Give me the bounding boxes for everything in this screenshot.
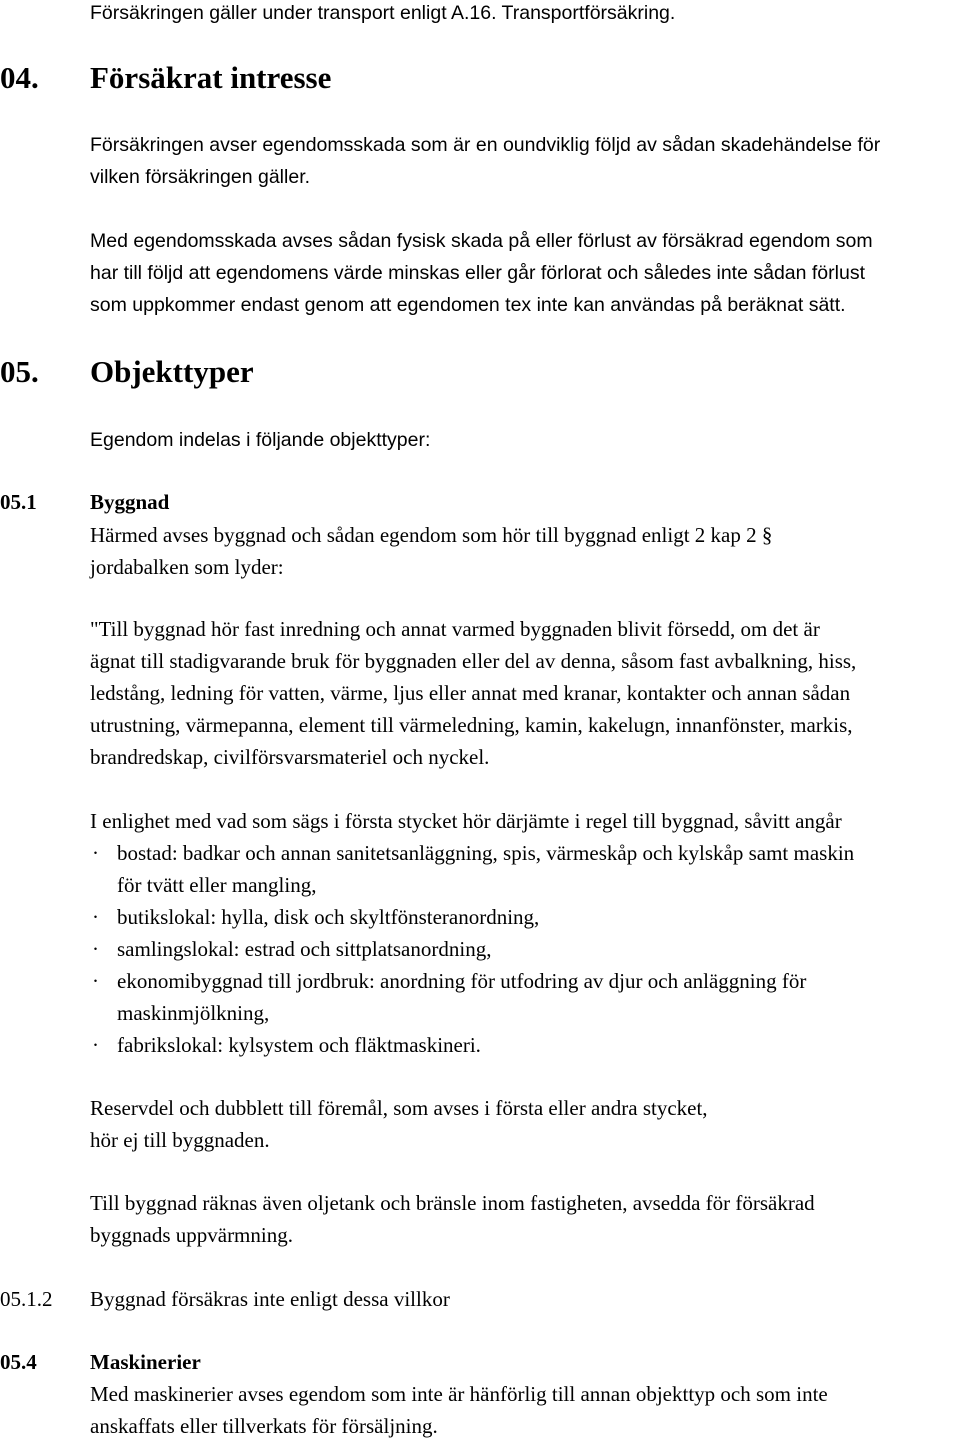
paragraph-line: har till följd att egendomens värde minskas eller går förlorat och således inte sådan förlust bbox=[90, 262, 865, 284]
list-item-continuation: för tvätt eller mangling, bbox=[117, 873, 317, 897]
bullet-marker: · bbox=[92, 937, 99, 961]
quote-line: brandredskap, civilförsvarsmateriel och nyckel. bbox=[90, 745, 490, 769]
list-item: bostad: badkar och annan sanitetsanläggning, spis, värmeskåp och kylskåp samt maskin bbox=[117, 841, 855, 865]
subsection-title: Byggnad bbox=[90, 490, 170, 514]
list-item: butikslokal: hylla, disk och skyltfönsteranordning, bbox=[117, 905, 540, 929]
paragraph-line: som uppkommer endast genom att egendomen tex inte kan användas på beräknat sätt. bbox=[90, 294, 846, 316]
paragraph-line: vilken försäkringen gäller. bbox=[90, 166, 311, 188]
paragraph-line: Härmed avses byggnad och sådan egendom som hör till byggnad enligt 2 kap 2 § bbox=[90, 523, 773, 547]
bullet-marker: · bbox=[92, 905, 99, 929]
quote-line: ledstång, ledning för vatten, värme, ljus eller annat med kranar, kontakter och annan sådan bbox=[90, 681, 851, 705]
quote-line: ägnat till stadigvarande bruk för byggnaden eller del av denna, såsom fast avbalkning, hiss, bbox=[90, 649, 857, 673]
subsection-number: 05.1 bbox=[0, 490, 37, 514]
paragraph-line: anskaffats eller tillverkats för försäljning. bbox=[90, 1414, 438, 1438]
paragraph-line: hör ej till byggnaden. bbox=[90, 1128, 270, 1152]
paragraph-line: Byggnad försäkras inte enligt dessa villkor bbox=[90, 1287, 450, 1311]
intro-text: Försäkringen gäller under transport enligt A.16. Transportförsäkring. bbox=[90, 2, 676, 24]
bullet-marker: · bbox=[92, 1033, 99, 1057]
paragraph-line: Till byggnad räknas även oljetank och bränsle inom fastigheten, avsedda för försäkrad bbox=[90, 1191, 815, 1215]
subsection-title: Maskinerier bbox=[90, 1350, 201, 1374]
list-item: ekonomibyggnad till jordbruk: anordning för utfodring av djur och anläggning för bbox=[117, 969, 807, 993]
paragraph-line: Egendom indelas i följande objekttyper: bbox=[90, 429, 431, 451]
subsection-number: 05.1.2 bbox=[0, 1287, 53, 1311]
list-item-continuation: maskinmjölkning, bbox=[117, 1001, 270, 1025]
section-title: Objekttyper bbox=[90, 354, 254, 389]
bullet-marker: · bbox=[92, 841, 99, 865]
list-item: fabrikslokal: kylsystem och fläktmaskineri. bbox=[117, 1033, 481, 1057]
quote-line: "Till byggnad hör fast inredning och annat varmed byggnaden blivit försedd, om det är bbox=[90, 617, 820, 641]
paragraph-line: Försäkringen avser egendomsskada som är en oundviklig följd av sådan skadehändelse för bbox=[90, 134, 881, 156]
list-item: samlingslokal: estrad och sittplatsanordning, bbox=[117, 937, 492, 961]
paragraph-line: I enlighet med vad som sägs i första stycket hör därjämte i regel till byggnad, såvitt angår bbox=[90, 809, 842, 833]
paragraph-line: Med maskinerier avses egendom som inte är hänförlig till annan objekttyp och som inte bbox=[90, 1382, 828, 1406]
section-number: 05. bbox=[0, 354, 39, 389]
subsection-number: 05.4 bbox=[0, 1350, 37, 1374]
paragraph-line: byggnads uppvärmning. bbox=[90, 1223, 293, 1247]
paragraph-line: Med egendomsskada avses sådan fysisk skada på eller förlust av försäkrad egendom som bbox=[90, 230, 873, 252]
paragraph-line: jordabalken som lyder: bbox=[90, 555, 284, 579]
bullet-marker: · bbox=[92, 969, 99, 993]
section-number: 04. bbox=[0, 60, 39, 95]
paragraph-line: Reservdel och dubblett till föremål, som avses i första eller andra stycket, bbox=[90, 1096, 708, 1120]
quote-line: utrustning, värmepanna, element till värmeledning, kamin, kakelugn, innanfönster, markis, bbox=[90, 713, 853, 737]
section-title: Försäkrat intresse bbox=[90, 60, 332, 95]
